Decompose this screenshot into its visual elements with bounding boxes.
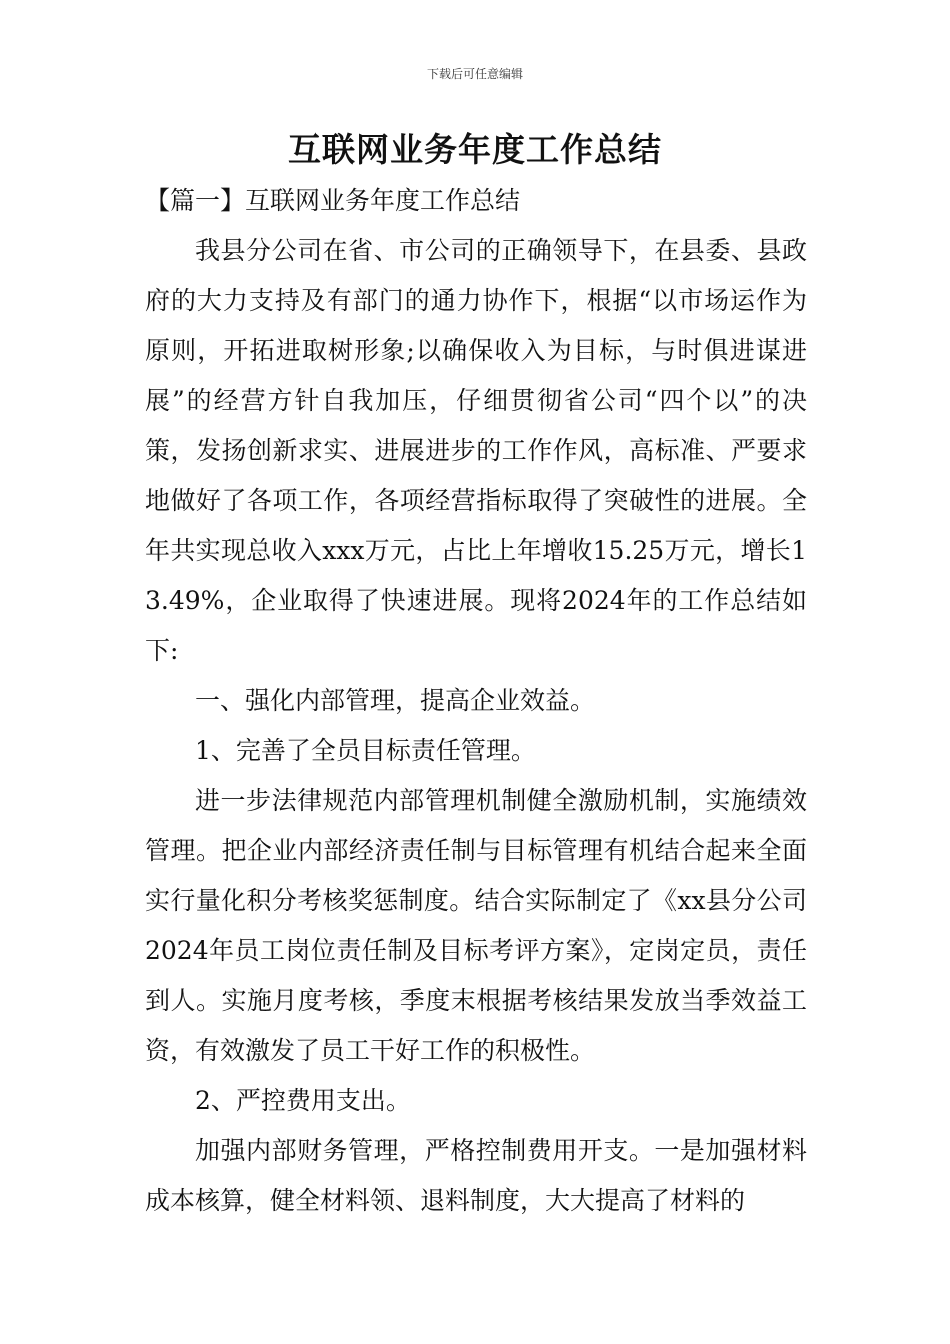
- section-label: 【篇一】互联网业务年度工作总结: [145, 186, 521, 215]
- paragraph-intro: 我县分公司在省、市公司的正确领导下，在县委、县政府的大力支持及有部门的通力协作下，根据“以市场运作为原则，开拓进取树形象;以确保收入为目标，与时俱进谋进展”的经营方针自我加压，仔细贯彻省公司“四个以”的决策，发扬创新求实、进展进步的工作作风，高标准、严要求地做好了各项工作，各项经营指标取得了突破性的进展。全年共实现总收入xxx万元，占比上年增收15.25万元，增长13.49%，企业取得了快速进展。现将2024年的工作总结如下:: [145, 236, 807, 665]
- header-note: 下载后可任意编辑: [426, 67, 523, 81]
- paragraph-target-responsibility: 进一步法律规范内部管理机制健全激励机制，实施绩效管理。把企业内部经济责任制与目标管理有机结合起来全面实行量化积分考核奖惩制度。结合实际制定了《xx县分公司2024年员工岗位责任制及目标考评方案》，定岗定员，责任到人。实施月度考核，季度末根据考核结果发放当季效益工资，有效激发了员工干好工作的积极性。: [145, 786, 807, 1065]
- heading-strengthen-management: 一、强化内部管理，提高企业效益。: [195, 686, 596, 715]
- paragraph-cost-control: 加强内部财务管理，严格控制费用开支。一是加强材料成本核算，健全材料领、退料制度，大大提高了材料的: [145, 1136, 807, 1215]
- document-title: 互联网业务年度工作总结: [288, 130, 662, 169]
- subheading-cost-control: 2、严控费用支出。: [195, 1086, 411, 1115]
- subheading-target-responsibility: 1、完善了全员目标责任管理。: [195, 736, 536, 765]
- document-body: [145, 176, 807, 1226]
